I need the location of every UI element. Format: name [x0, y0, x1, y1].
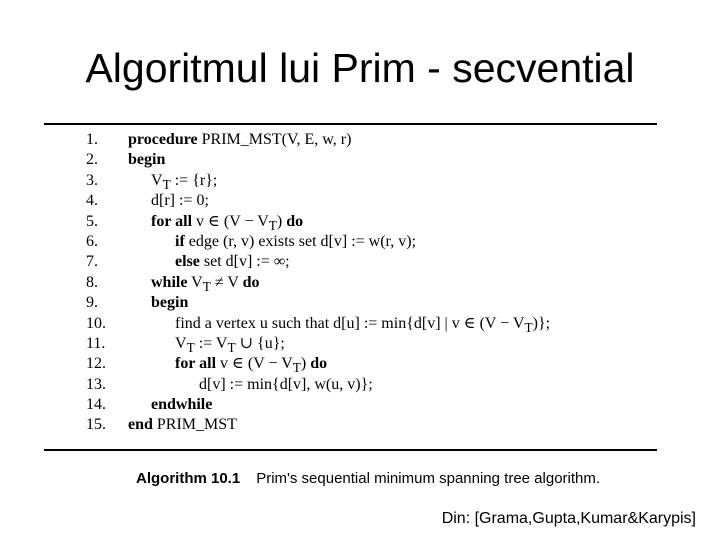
line-number: 3. [86, 171, 98, 189]
keyword: do [242, 273, 260, 291]
line-number: 11. [86, 334, 106, 352]
line-number: 10. [86, 314, 106, 332]
slide-title: Algoritmul lui Prim - secvential [85, 45, 635, 91]
code-text: V [151, 171, 163, 189]
top-rule [44, 123, 657, 125]
algorithm-line [0, 252, 720, 272]
keyword: begin [128, 151, 166, 169]
code-text: find a vertex u such that d[u] := min{d[v] | v ∈ (V − V [175, 314, 525, 332]
code-text: ) [276, 212, 287, 230]
subscript: T [524, 319, 533, 335]
code-text: ≠ V [210, 273, 243, 291]
algorithm-line [0, 354, 720, 374]
line-number: 1. [86, 131, 98, 148]
keyword: do [286, 212, 304, 230]
code-text: V [187, 273, 203, 291]
code-text: )}; [532, 314, 551, 332]
code-text: v ∈ (V − V [216, 355, 293, 373]
subscript: T [186, 340, 195, 356]
line-number: 6. [86, 232, 98, 250]
caption-label: Algorithm 10.1 [136, 470, 241, 487]
algorithm-caption [136, 470, 600, 487]
code-text: v ∈ (V − V [192, 212, 269, 230]
caption-text: Prim's sequential minimum spanning tree algorithm. [256, 470, 601, 487]
keyword: while [151, 273, 188, 291]
algorithm-line [0, 293, 720, 313]
keyword: procedure [128, 131, 198, 148]
line-number: 14. [86, 396, 106, 414]
line-number: 4. [86, 192, 98, 210]
line-number: 2. [86, 151, 98, 169]
algorithm-line [0, 232, 720, 252]
algorithm-line [0, 150, 720, 170]
code-text: ) [300, 355, 311, 373]
keyword: else [175, 253, 200, 271]
line-number: 5. [86, 212, 98, 230]
line-code [151, 395, 212, 415]
keyword: end [128, 416, 153, 434]
code-text: d[v] := min{d[v], w(u, v)}; [199, 375, 373, 393]
code-text: V [175, 334, 187, 352]
code-text: := V [194, 334, 228, 352]
algorithm-line [0, 212, 720, 232]
subscript: T [292, 360, 301, 376]
line-code [199, 375, 373, 395]
line-number: 13. [86, 375, 106, 393]
code-text: d[r] := 0; [151, 192, 209, 210]
algorithm-line [0, 375, 720, 395]
code-text: := {r}; [170, 171, 218, 189]
keyword: for all [175, 355, 217, 373]
algorithm-line [0, 395, 720, 415]
line-code [128, 415, 237, 435]
keyword: begin [151, 294, 189, 312]
line-code [175, 232, 416, 252]
keyword: endwhile [151, 396, 213, 414]
line-number: 9. [86, 294, 98, 312]
code-text: PRIM_MST(V, E, w, r) [197, 131, 352, 148]
line-number: 8. [86, 273, 98, 291]
subscript: T [202, 278, 211, 294]
code-text: PRIM_MST [152, 416, 237, 434]
line-number: 12. [86, 355, 106, 373]
line-number: 15. [86, 416, 106, 434]
source-citation: Din: [Grama,Gupta,Kumar&Karypis] [441, 510, 696, 527]
line-code [175, 252, 290, 272]
algorithm-listing [0, 130, 720, 436]
algorithm-line [0, 415, 720, 435]
subscript: T [227, 340, 236, 356]
subscript: T [162, 176, 171, 192]
code-text: edge (r, v) exists set d[v] := w(r, v); [184, 232, 417, 250]
line-code [128, 130, 351, 150]
line-code [151, 293, 188, 313]
algorithm-line [0, 191, 720, 211]
keyword: if [175, 232, 185, 250]
bottom-rule [44, 449, 657, 451]
code-text: ∪ {u}; [235, 334, 285, 352]
keyword: do [310, 355, 328, 373]
algorithm-line [0, 314, 720, 334]
code-text: set d[v] := ∞; [199, 253, 290, 271]
algorithm-line [0, 334, 720, 354]
algorithm-line [0, 273, 720, 293]
keyword: for all [151, 212, 193, 230]
line-code [128, 150, 165, 170]
algorithm-line [0, 130, 720, 150]
subscript: T [268, 217, 277, 233]
line-number: 7. [86, 253, 98, 271]
line-code [151, 191, 209, 211]
algorithm-line [0, 171, 720, 191]
